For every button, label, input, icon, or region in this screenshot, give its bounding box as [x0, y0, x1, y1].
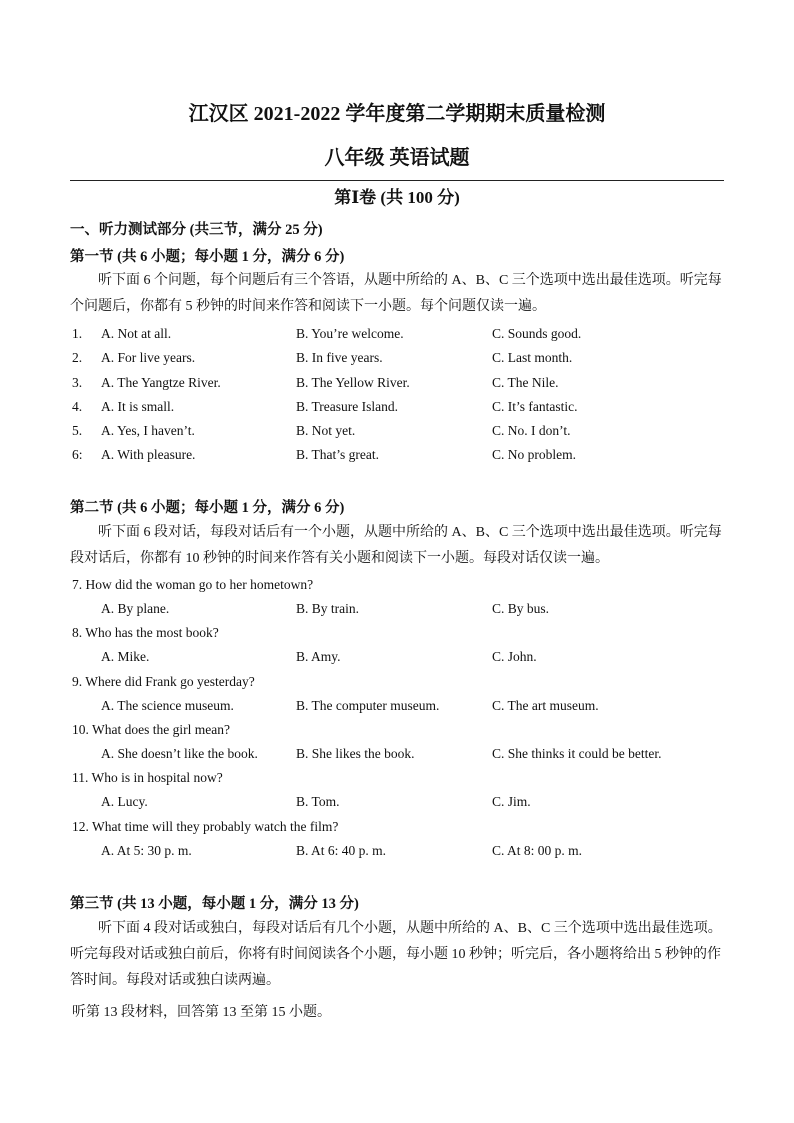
option-b: B. At 6: 40 p. m. — [296, 843, 387, 858]
question-text: 10. What does the girl mean? — [72, 722, 230, 737]
option-a: A. With pleasure. — [101, 447, 196, 462]
page-subtitle: 八年级 英语试题 — [324, 147, 470, 169]
option-c: C. No problem. — [492, 447, 576, 462]
option-a: A. By plane. — [101, 601, 170, 616]
option-a: A. Yes, I haven’t. — [101, 423, 195, 438]
volume-heading: 第Ⅰ卷 (共 100 分) — [334, 188, 460, 207]
question-number: 2. — [72, 350, 83, 365]
question-text: 9. Where did Frank go yesterday? — [72, 674, 255, 689]
option-c: C. John. — [492, 649, 537, 664]
option-c: C. She thinks it could be better. — [492, 746, 662, 761]
option-a: A. She doesn’t like the book. — [101, 746, 258, 761]
question-text: 8. Who has the most book? — [72, 625, 219, 640]
option-c: C. By bus. — [492, 601, 550, 616]
page-title: 江汉区 2021-2022 学年度第二学期期末质量检测 — [188, 103, 606, 125]
section3-note: 听第 13 段材料，回答第 13 至第 15 小题。 — [72, 1005, 331, 1020]
section3-heading: 第三节 (共 13 小题，每小题 1 分，满分 13 分) — [70, 896, 359, 912]
option-b: B. Amy. — [296, 649, 341, 664]
question-text: 11. Who is in hospital now? — [72, 770, 223, 785]
section1-heading: 第一节 (共 6 小题；每小题 1 分，满分 6 分) — [70, 249, 345, 265]
option-c: C. Last month. — [492, 350, 573, 365]
part1-heading: 一、听力测试部分 (共三节，满分 25 分) — [70, 222, 323, 238]
option-c: C. Sounds good. — [492, 326, 582, 341]
option-a: A. At 5: 30 p. m. — [101, 843, 192, 858]
question-number: 1. — [72, 326, 83, 341]
section3-instructions: 听下面 4 段对话或独白，每段对话后有几个小题，从题中所给的 A、B、C 三个选项中选出最佳选项。听完每段对话或独白前后，你将有时间阅读各个小题，每小题 10 秒钟；听完后，各小题将给出 5 秒钟的作答时间。每段对话或独白读两遍。 — [70, 921, 722, 988]
option-a: A. Lucy. — [101, 794, 148, 809]
option-b: B. That’s great. — [296, 447, 379, 462]
option-b: B. Treasure Island. — [296, 399, 398, 414]
option-a: A. The Yangtze River. — [101, 375, 221, 390]
question-number: 4. — [72, 399, 83, 414]
option-a: A. It is small. — [101, 399, 175, 414]
option-a: A. Mike. — [101, 649, 150, 664]
option-b: B. The computer museum. — [296, 698, 440, 713]
option-b: B. The Yellow River. — [296, 375, 410, 390]
option-c: C. No. I don’t. — [492, 423, 571, 438]
question-number: 6: — [72, 447, 83, 462]
question-text: 7. How did the woman go to her hometown? — [72, 577, 314, 592]
option-c: C. The art museum. — [492, 698, 599, 713]
option-a: A. The science museum. — [101, 698, 234, 713]
section1-instructions: 听下面 6 个问题，每个问题后有三个答语，从题中所给的 A、B、C 三个选项中选出最佳选项。听完每个问题后，你都有 5 秒钟的时间来作答和阅读下一小题。每个问题仅读一遍。 — [70, 273, 722, 314]
option-b: B. By train. — [296, 601, 359, 616]
section2-heading: 第二节 (共 6 小题；每小题 1 分，满分 6 分) — [70, 500, 345, 516]
option-c: C. It’s fantastic. — [492, 399, 578, 414]
option-c: C. Jim. — [492, 794, 531, 809]
option-b: B. She likes the book. — [296, 746, 415, 761]
option-b: B. Not yet. — [296, 423, 356, 438]
question-number: 5. — [72, 423, 83, 438]
option-b: B. You’re welcome. — [296, 326, 404, 341]
option-c: C. At 8: 00 p. m. — [492, 843, 583, 858]
option-c: C. The Nile. — [492, 375, 559, 390]
option-b: B. Tom. — [296, 794, 340, 809]
divider — [70, 180, 724, 181]
question-number: 3. — [72, 375, 83, 390]
option-b: B. In five years. — [296, 350, 383, 365]
option-a: A. For live years. — [101, 350, 196, 365]
section2-instructions: 听下面 6 段对话，每段对话后有一个小题，从题中所给的 A、B、C 三个选项中选出最佳选项。听完每段对话后，你都有 10 秒钟的时间来作答有关小题和阅读下一小题。每段对话仅读一遍。 — [70, 525, 722, 566]
question-text: 12. What time will they probably watch the film? — [72, 819, 339, 834]
option-a: A. Not at all. — [101, 326, 172, 341]
